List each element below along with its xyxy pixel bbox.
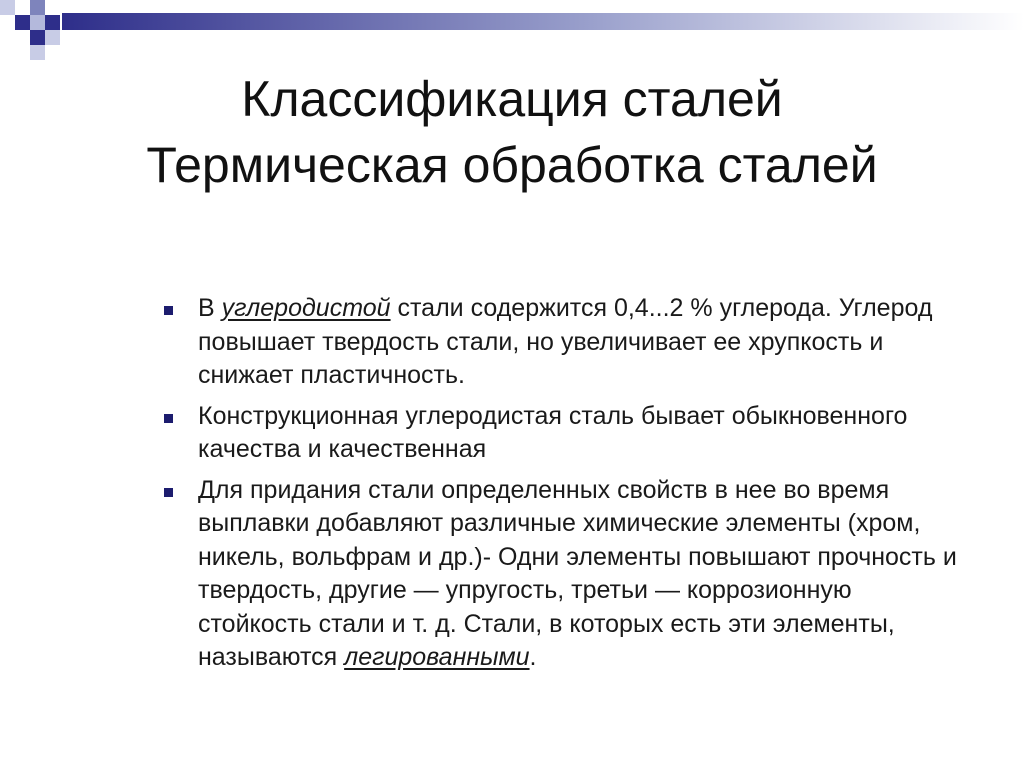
decor-square: [45, 30, 60, 45]
decor-square: [15, 15, 30, 30]
bullet-list: [160, 292, 960, 682]
decor-square: [30, 15, 45, 30]
slide-title: [40, 66, 984, 198]
decor-square: [15, 0, 30, 15]
decor-square: [0, 0, 15, 15]
bullet-item: Для придания стали определенных свойств в нее во время выплавки добавляют различные химические элементы (хром, никель, вольфрам и др.)- Одни элементы повышают прочность и твердость, другие — упругость, третьи — коррозионную стойкость стали и т. д. Стали, в которых есть эти элементы, называются легированными.: [160, 474, 960, 675]
decor-square: [30, 45, 45, 60]
term-alloyed: легированными: [344, 643, 530, 671]
square-bullet-icon: [164, 488, 173, 497]
decor-square: [0, 30, 15, 45]
decor-square: [45, 15, 60, 30]
decor-square: [30, 0, 45, 15]
square-bullet-icon: [164, 414, 173, 423]
decor-square: [30, 30, 45, 45]
slide-title-line-2: Термическая обработка сталей: [146, 137, 878, 193]
bullet-item: В углеродистой стали содержится 0,4...2 % углерода. Углерод повышает твердость стали, но увеличивает ее хрупкость и снижает пластичность.: [160, 292, 960, 393]
term-carbon: углеродистой: [221, 294, 391, 322]
slide-title-line-1: Классификация сталей: [241, 71, 783, 127]
header-gradient-bar: [62, 13, 1024, 30]
square-bullet-icon: [164, 306, 173, 315]
bullet-item: Конструкционная углеродистая сталь бывает обыкновенного качества и качественная: [160, 400, 960, 467]
header-decoration: [0, 0, 1024, 60]
